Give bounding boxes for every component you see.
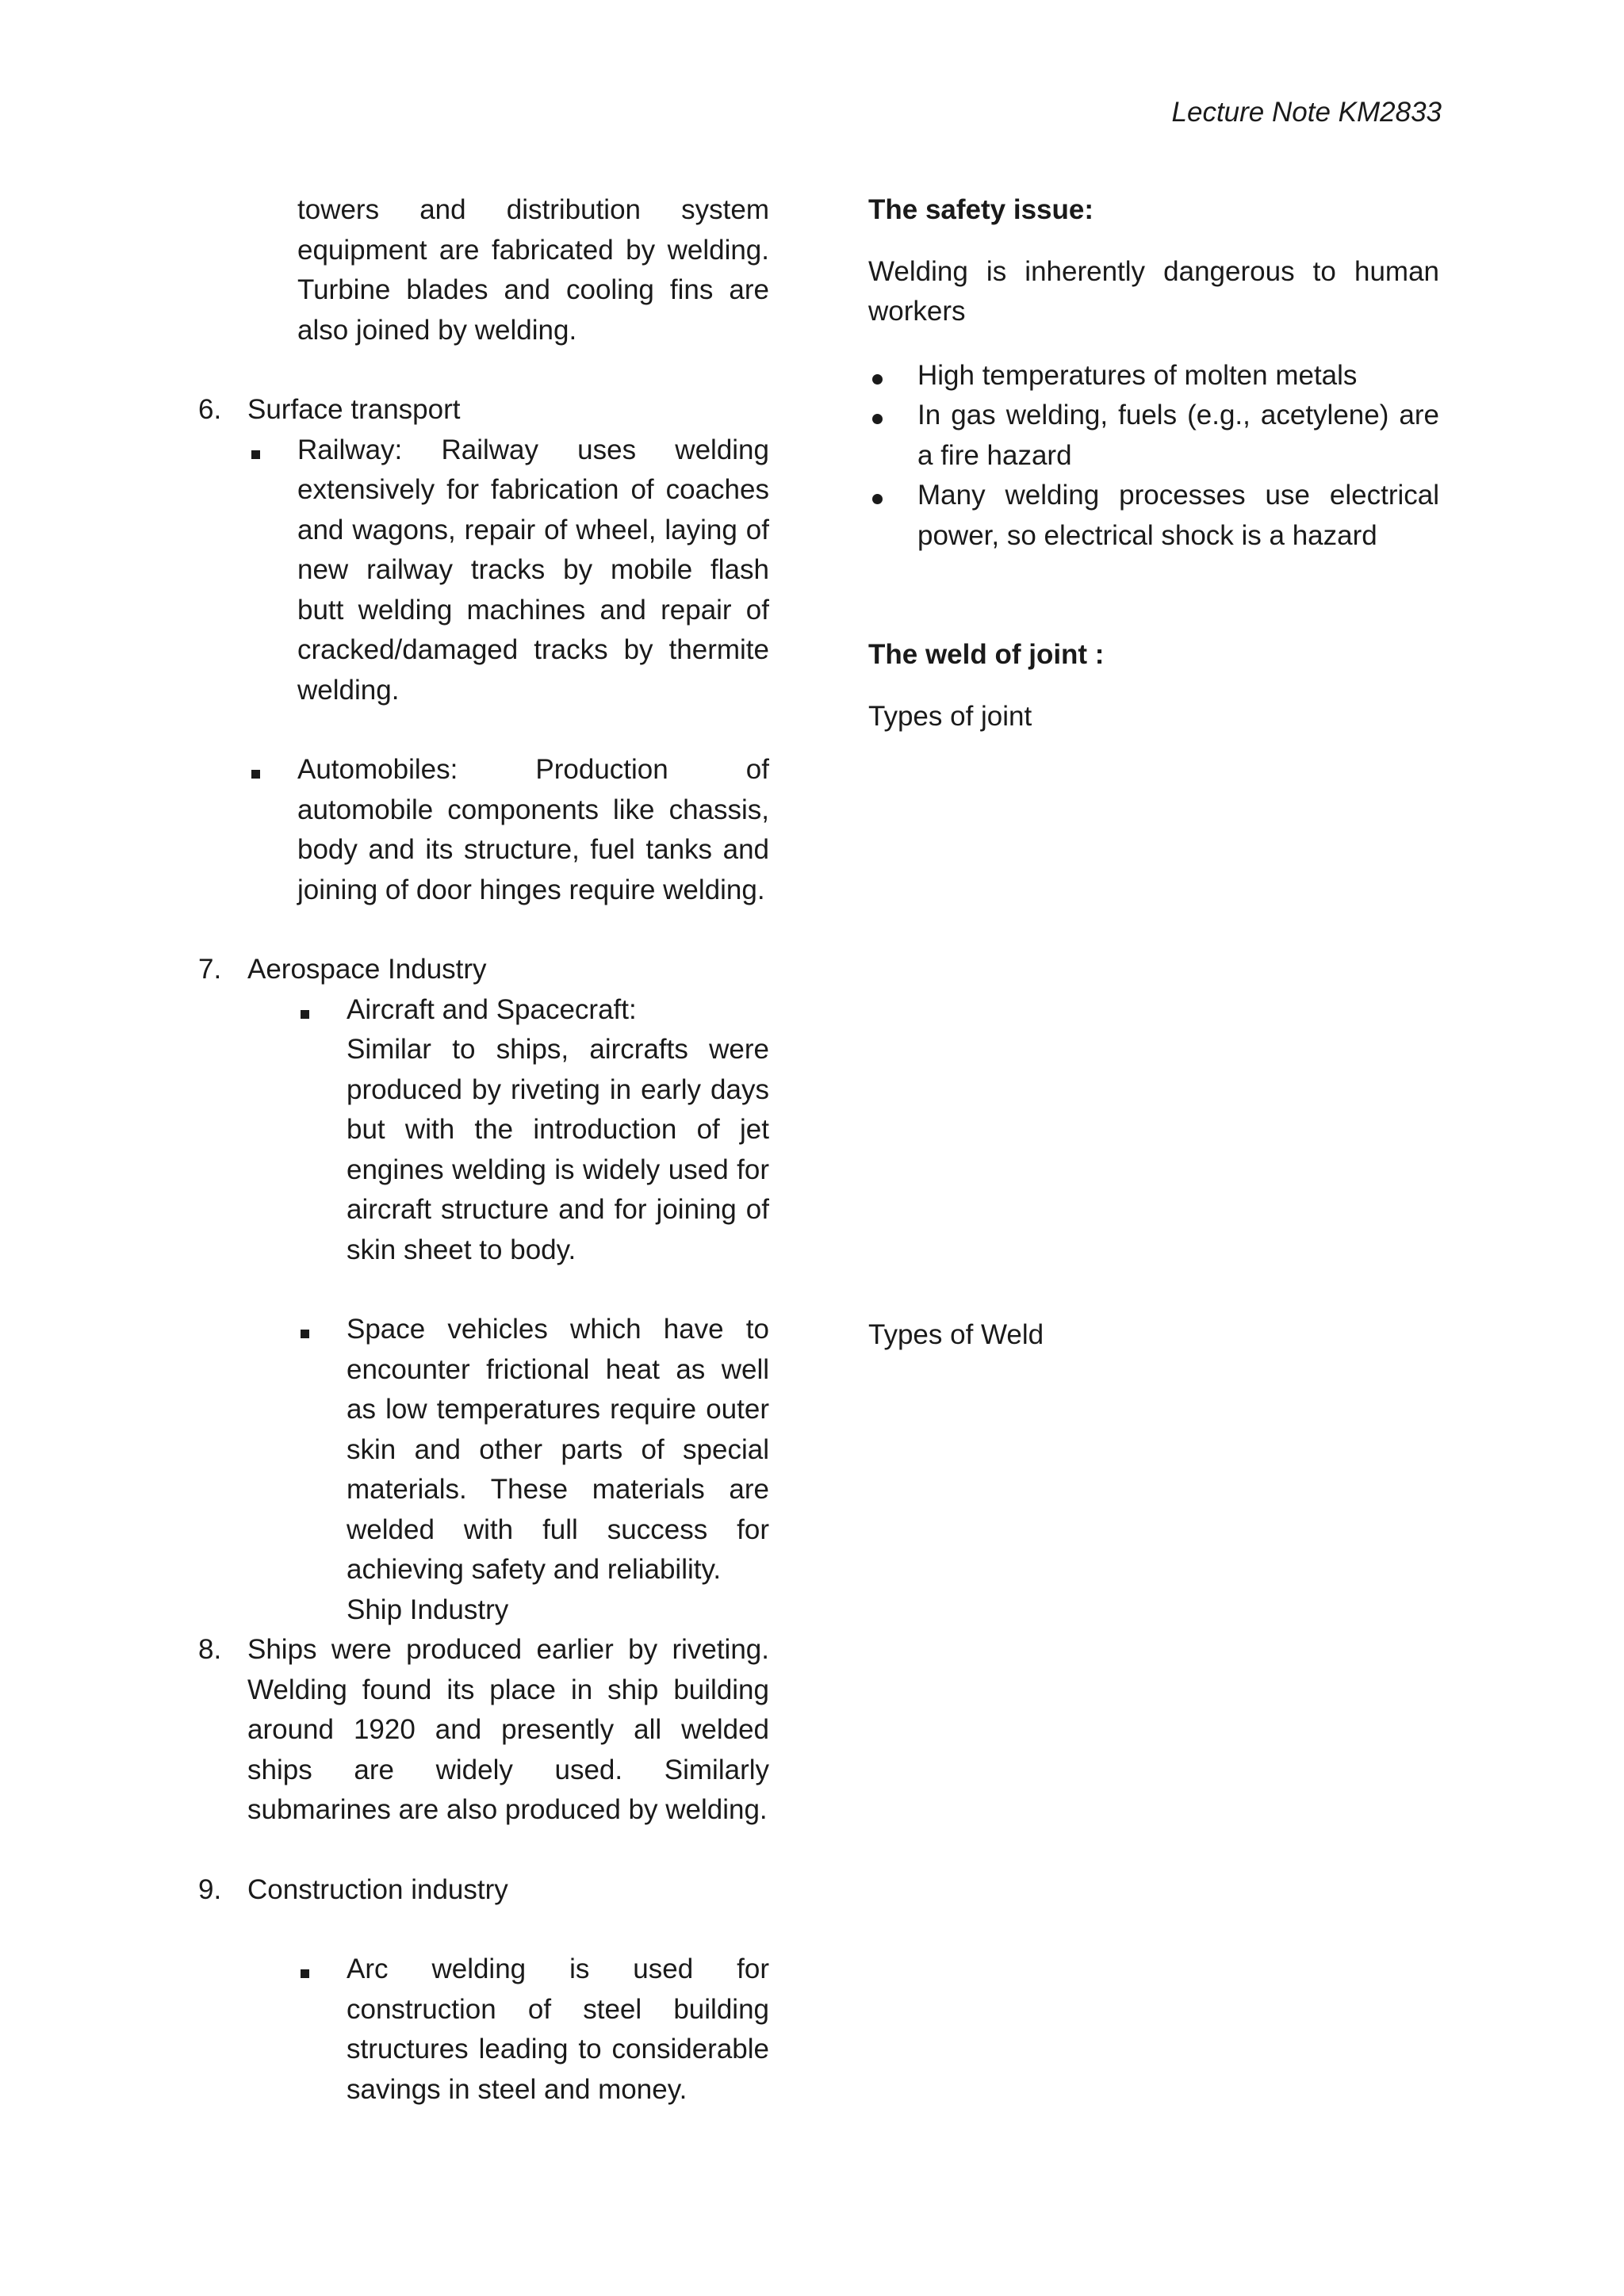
left-column <box>198 190 769 2110</box>
types-of-joint-label: Types of joint <box>868 700 1032 732</box>
ship-industry-label: Ship Industry <box>347 1594 509 1625</box>
item-number: 6. <box>198 394 222 425</box>
item-title: Aerospace Industry <box>247 954 487 985</box>
list-item-8 <box>198 1630 769 1831</box>
space-text: Space vehicles which have to encounter frictional heat as well as low temperatures require outer skin and other parts of special materials. These materials are welded with full success for achieving safety and reliability. <box>347 1314 769 1585</box>
square-bullet-icon <box>301 1010 309 1019</box>
item-number: 7. <box>198 954 222 985</box>
aircraft-text: Similar to ships, aircrafts were produced by riveting in early days but with the introduction of jet engines welding is widely used for aircraft structure and for joining of skin sheet to body. <box>347 1034 769 1265</box>
item-title: Surface transport <box>247 394 461 425</box>
safety-heading: The safety issue: <box>868 194 1094 225</box>
bullet-dot-icon <box>872 374 883 385</box>
bullet-aircraft <box>347 990 769 1271</box>
safety-bullet-item: High temperatures of molten metals <box>917 356 1439 396</box>
bullet-arc <box>347 1950 769 2110</box>
bullet-automobiles <box>297 750 769 910</box>
types-of-weld-label: Types of Weld <box>868 1319 1044 1350</box>
square-bullet-icon <box>301 1330 309 1338</box>
bullet-dot-icon <box>872 414 883 424</box>
square-bullet-icon <box>251 450 260 459</box>
bullet-dot-icon <box>872 494 883 504</box>
item-title: Construction industry <box>247 1873 508 1905</box>
safety-bullet-item: Many welding processes use electrical power, so electrical shock is a hazard <box>917 476 1439 556</box>
item-text: Ships were produced earlier by riveting. Welding found its place in ship building around 1920 and presently all welded ships are widely used. Similarly submarines are also produced by welding. <box>247 1634 769 1825</box>
safety-bullet-list <box>868 356 1439 557</box>
square-bullet-icon <box>251 770 260 779</box>
automobiles-text: Automobiles: Production of automobile components like chassis, body and its structure, fuel tanks and joining of door hinges require welding. <box>297 754 769 905</box>
aircraft-title: Aircraft and Spacecraft: <box>347 993 637 1025</box>
square-bullet-icon <box>301 1969 309 1978</box>
intro-paragraph: towers and distribution system equipment are fabricated by welding. Turbine blades and cooling fins are also joined by welding. <box>297 194 769 346</box>
safety-intro: Welding is inherently dangerous to human workers <box>868 255 1439 327</box>
weld-joint-heading: The weld of joint : <box>868 639 1105 670</box>
item-number: 9. <box>198 1873 222 1905</box>
railway-text: Railway: Railway uses welding extensively for fabrication of coaches and wagons, repair of wheel, laying of new railway tracks by mobile flash butt welding machines and repair of cracked/damaged tracks by thermite welding. <box>297 434 769 706</box>
bullet-space <box>347 1310 769 1630</box>
arc-text: Arc welding is used for construction of steel building structures leading to considerable savings in steel and money. <box>347 1954 769 2105</box>
page-header: Lecture Note KM2833 <box>1171 97 1442 128</box>
safety-bullet-item: In gas welding, fuels (e.g., acetylene) are a fire hazard <box>917 396 1439 476</box>
bullet-railway <box>297 430 769 711</box>
list-item-7 <box>198 950 769 1630</box>
list-item-6 <box>198 390 769 910</box>
item-number: 8. <box>198 1634 222 1665</box>
list-item-9 <box>198 1870 769 2110</box>
right-column <box>868 190 1439 1356</box>
